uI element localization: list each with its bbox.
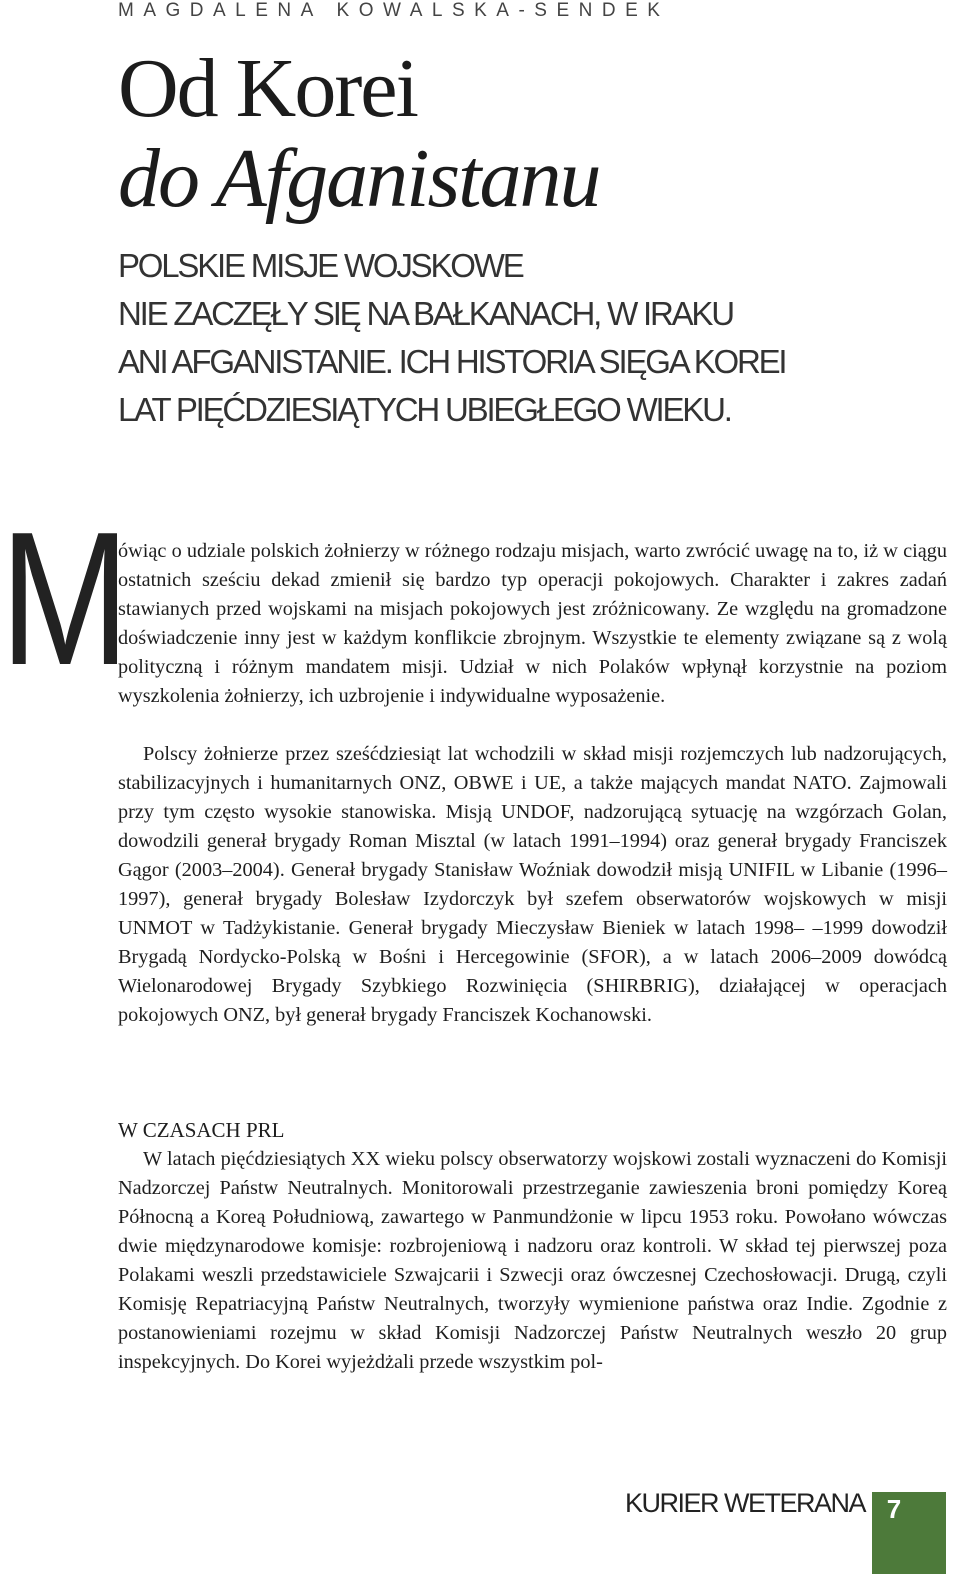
title-line-2: do Afganistanu — [118, 132, 600, 225]
section-heading: W CZASACH PRL — [118, 1118, 285, 1142]
paragraph-text: ówiąc o udziale polskich żołnierzy w różnego rodzaju misjach, warto zwrócić uwagę na to, iż w ciągu ostatnich sześciu dekad zmienił się bardzo typ operacji pokojowych. Charakter i zakres zadań stawianych przed wojskami na misjach pokojowych jest zróżnicowany. Ze względu na gromadzone doświadczenie inny jest w każdym konflikcie zbrojnym. Wszystkie te elementy związane są z wolą polityczną i różnym mandatem misji. Udział w nich Polaków wpłynął korzystnie na poziom wyszkolenia żołnierzy, ich uzbrojenie i indywidualne wyposażenie. — [118, 540, 947, 707]
drop-cap: M — [0, 493, 130, 705]
article-paragraph-3 — [118, 1145, 947, 1377]
title-line-1: Od Korei — [118, 42, 417, 135]
lead-line: ANI AFGANISTANIE. ICH HISTORIA SIĘGA KOREI — [118, 343, 786, 380]
lead-line: LAT PIĘĆDZIESIĄTYCH UBIEGŁEGO WIEKU. — [118, 391, 731, 428]
article-paragraph-1 — [118, 537, 947, 711]
lead-subtitle — [118, 242, 918, 434]
article-paragraph-2 — [118, 740, 947, 1030]
lead-line: POLSKIE MISJE WOJSKOWE — [118, 247, 523, 284]
page-number: 7 — [886, 1494, 902, 1524]
paragraph-text: Polscy żołnierze przez sześćdziesiąt lat wchodzili w skład misji rozjemczych lub nadzorujących, stabilizacyjnych i humanitarnych ONZ, OBWE i UE, a także mających mandat NATO. Zajmowali przy tym często wysokie stanowiska. Misją UNDOF, nadzorującą sytuację na wzgórzach Golan, dowodzili generał brygady Roman Misztal (w latach 1991–1994) oraz generał brygady Franciszek Gągor (2003–2004). Generał brygady Stanisław Woźniak dowodził misją UNIFIL w Libanie (1996–1997), generał brygady Bolesław Izydorczyk był szefem obserwatorów wojskowych w misji UNMOT w Tadżykistanie. Generał brygady Mieczysław Bieniek w latach 1998– –1999 dowodził Brygadą Nordycko-Polską w Bośni i Hercegowinie (SFOR), a w latach 2006–2009 dowódcą Wielonarodowej Brygady Szybkiego Rozwinięcia (SHIRBRIG), działającej w operacjach pokojowych ONZ, był generał brygady Franciszek Kochanowski. — [118, 743, 947, 1026]
lead-line: NIE ZACZĘŁY SIĘ NA BAŁKANACH, W IRAKU — [118, 295, 733, 332]
paragraph-text: W latach pięćdziesiątych XX wieku polscy obserwatorzy wojskowi zostali wyznaczeni do Komisji Nadzorczej Państw Neutralnych. Monitorowali przestrzeganie zawieszenia broni pomiędzy Koreą Północną a Koreą Południową, zawartego w Panmundżonie w lipcu 1953 roku. Powołano wówczas dwie międzynarodowe komisje: rozbrojeniową i nadzoru oraz kontroli. W skład tej pierwszej poza Polakami weszli przedstawiciele Szwajcarii i Szwecji oraz ówczesnej Czechosłowacji. Drugą, czyli Komisję Repatriacyjną Państw Neutralnych, tworzyły wymienione państwa oraz Indie. Zgodnie z postanowieniami rozejmu w skład Komisji Nadzorczej Państw Neutralnych weszło 20 grup inspekcyjnych. Do Korei wyjeżdżali przede wszystkim pol- — [118, 1148, 947, 1373]
article-title — [118, 44, 600, 224]
magazine-name: KURIER WETERANA — [624, 1488, 865, 1518]
author-name: MAGDALENA KOWALSKA-SENDEK — [118, 0, 670, 21]
page-number-box — [872, 1492, 946, 1574]
